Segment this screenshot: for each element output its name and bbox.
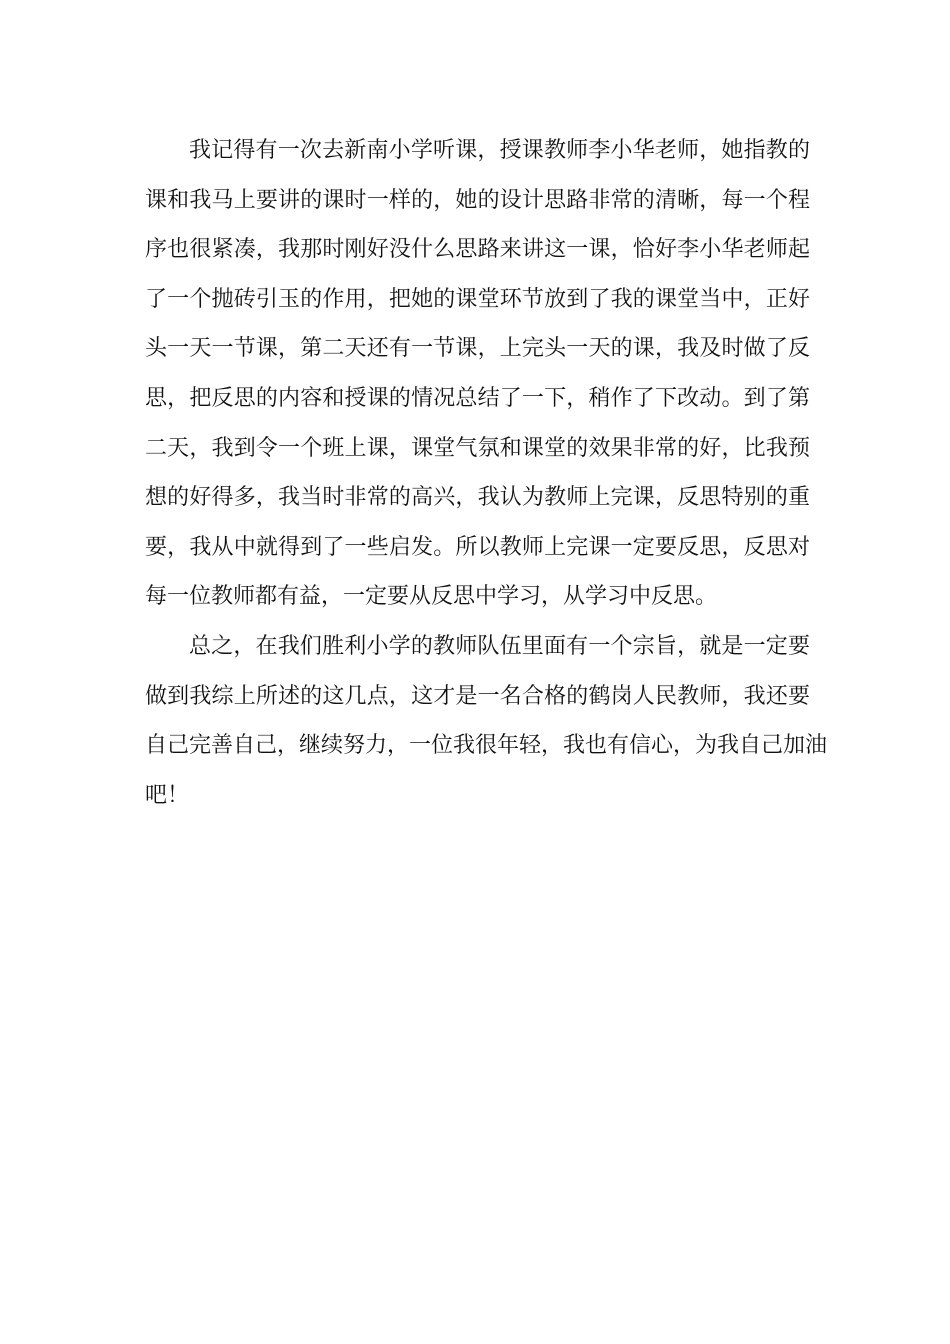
paragraph-line: 二天，我到令一个班上课，课堂气氛和课堂的效果非常的好，比我预 [145,435,810,461]
paragraph-line: 吧！ [145,782,190,808]
paragraph-conclusion [145,622,828,820]
paragraph-line: 做到我综上所述的这几点，这才是一名合格的鹤岗人民教师，我还要 [145,683,810,709]
paragraph-line: 要，我从中就得到了一些启发。所以教师上完课一定要反思，反思对 [145,534,810,560]
paragraph-line: 总之，在我们胜利小学的教师队伍里面有一个宗旨，就是一定要 [189,633,810,659]
paragraph-line: 思，把反思的内容和授课的情况总结了一下，稍作了下改动。到了第 [145,385,810,411]
paragraph-reflection [145,126,810,622]
paragraph-line: 了一个抛砖引玉的作用，把她的课堂环节放到了我的课堂当中，正好 [145,286,810,312]
paragraph-line: 序也很紧凑，我那时刚好没什么思路来讲这一课，恰好李小华老师起 [145,237,810,263]
document-body [145,126,828,820]
paragraph-line: 课和我马上要讲的课时一样的，她的设计思路非常的清晰，每一个程 [145,187,810,213]
paragraph-line: 想的好得多，我当时非常的高兴，我认为教师上完课，反思特别的重 [145,485,810,511]
paragraph-line: 自己完善自己，继续努力，一位我很年轻，我也有信心，为我自己加油 [145,733,828,759]
paragraph-line: 每一位教师都有益，一定要从反思中学习，从学习中反思。 [145,584,718,610]
paragraph-line: 我记得有一次去新南小学听课，授课教师李小华老师，她指教的 [189,138,810,163]
paragraph-line: 头一天一节课，第二天还有一节课，上完头一天的课，我及时做了反 [145,336,810,362]
